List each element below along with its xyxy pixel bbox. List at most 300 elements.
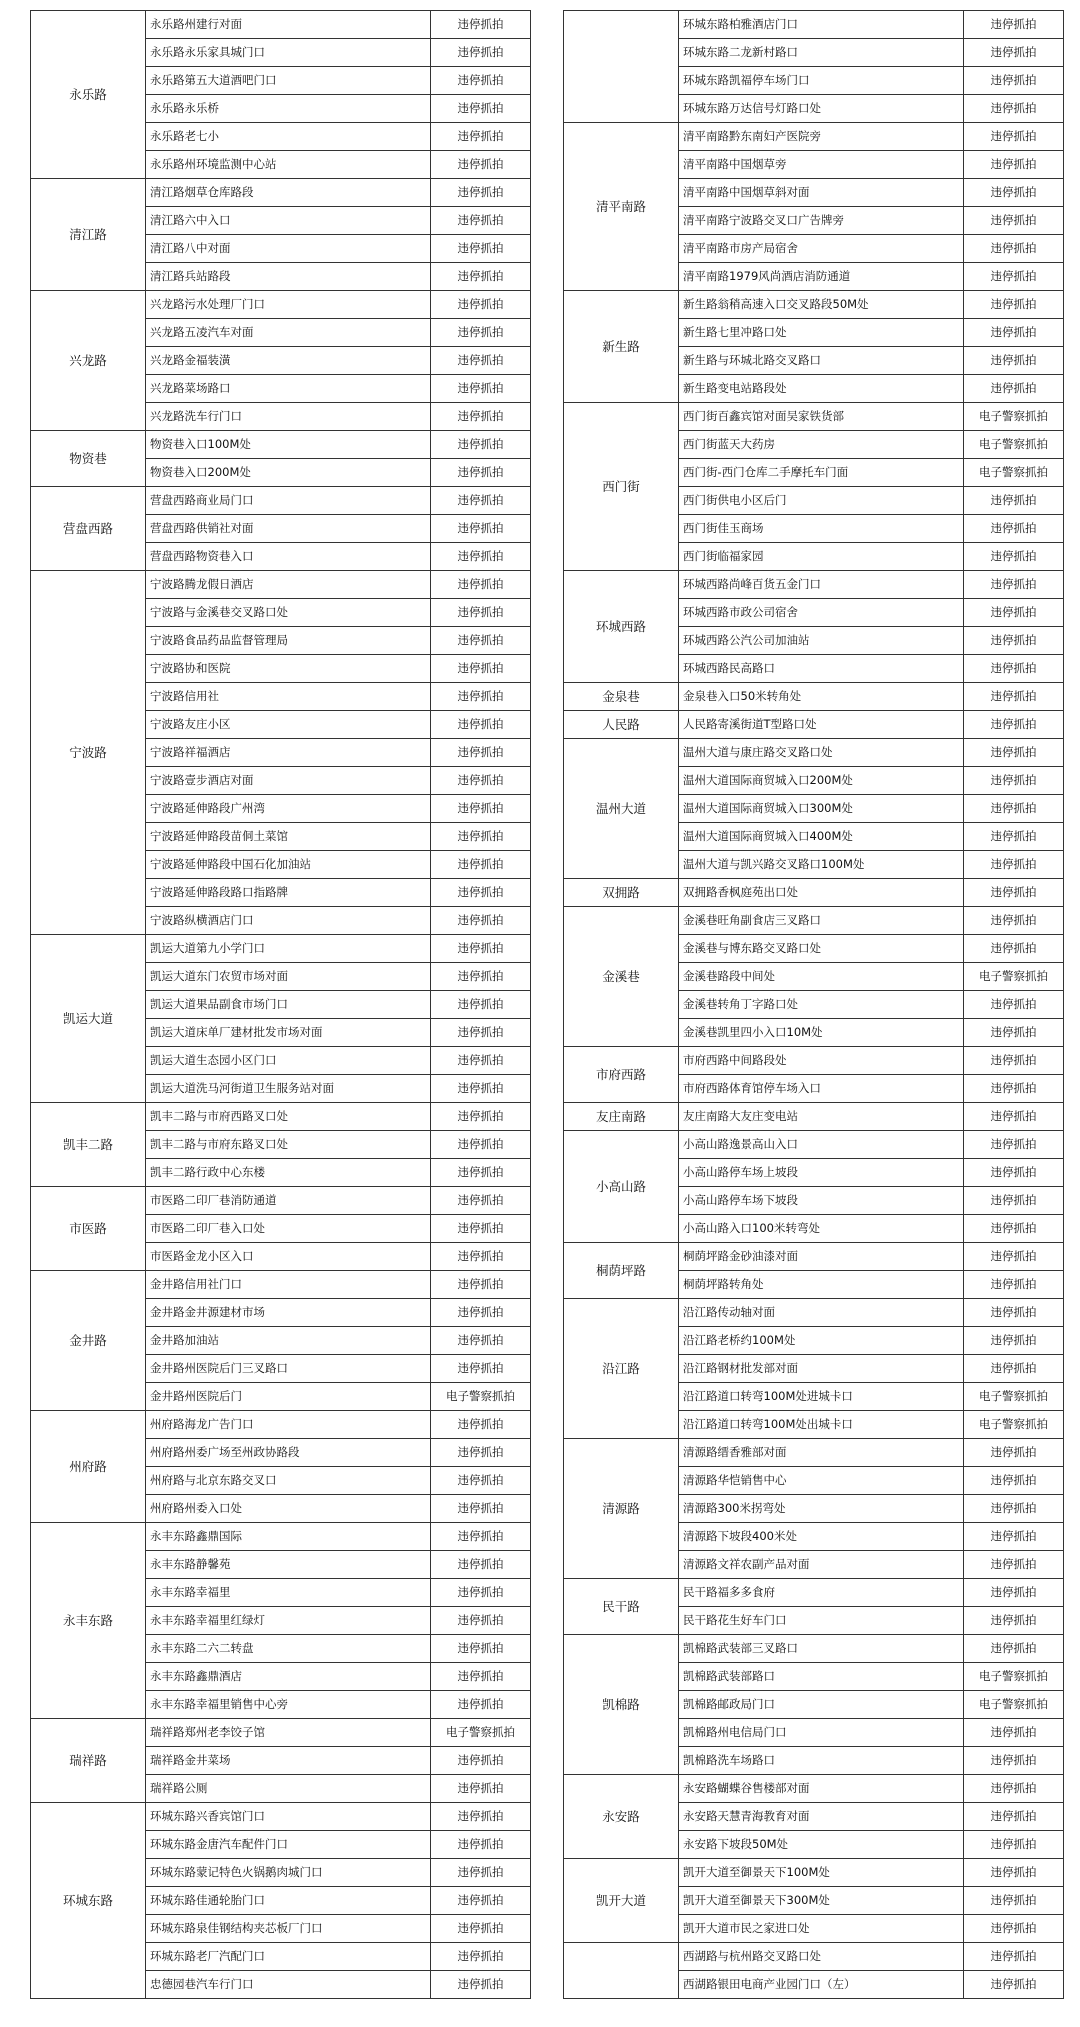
location-cell: 凯丰二路与市府西路叉口处: [146, 1103, 431, 1131]
location-cell: 清源路华恺销售中心: [679, 1467, 964, 1495]
location-cell: 新生路七里冲路口处: [679, 319, 964, 347]
road-name-cell: 市府西路: [564, 1047, 679, 1103]
location-cell: 凯运大道床单厂建材批发市场对面: [146, 1019, 431, 1047]
road-name-cell: 友庄南路: [564, 1103, 679, 1131]
location-cell: 宁波路信用社: [146, 683, 431, 711]
road-name-cell: 西门街: [564, 403, 679, 571]
enforcement-type-cell: 违停抓拍: [964, 907, 1064, 935]
enforcement-type-cell: 违停抓拍: [431, 123, 531, 151]
enforcement-type-cell: 违停抓拍: [964, 1159, 1064, 1187]
enforcement-type-cell: 违停抓拍: [431, 1131, 531, 1159]
table-row: [564, 1579, 1064, 1607]
road-name-cell: [564, 11, 679, 123]
enforcement-type-cell: 违停抓拍: [431, 1663, 531, 1691]
enforcement-type-cell: 违停抓拍: [964, 991, 1064, 1019]
location-cell: 宁波路延伸路段中国石化加油站: [146, 851, 431, 879]
enforcement-type-cell: 违停抓拍: [431, 1691, 531, 1719]
enforcement-type-cell: 违停抓拍: [431, 291, 531, 319]
table-row: [564, 403, 1064, 431]
table-row: [564, 1775, 1064, 1803]
enforcement-type-cell: 违停抓拍: [431, 1271, 531, 1299]
location-cell: 友庄南路大友庄变电站: [679, 1103, 964, 1131]
location-cell: 营盘西路物资巷入口: [146, 543, 431, 571]
road-name-cell: 凯开大道: [564, 1859, 679, 1943]
enforcement-type-cell: 违停抓拍: [964, 1327, 1064, 1355]
table-row: [564, 1439, 1064, 1467]
table-row: [31, 291, 531, 319]
table-row: [31, 179, 531, 207]
table-row: [564, 123, 1064, 151]
enforcement-type-cell: 违停抓拍: [964, 67, 1064, 95]
enforcement-type-cell: 电子警察抓拍: [964, 403, 1064, 431]
road-name-cell: 兴龙路: [31, 291, 146, 431]
road-name-cell: 桐荫坪路: [564, 1243, 679, 1299]
table-row: [564, 1047, 1064, 1075]
location-cell: 环城西路公汽公司加油站: [679, 627, 964, 655]
location-cell: 温州大道国际商贸城入口400M处: [679, 823, 964, 851]
enforcement-type-cell: 违停抓拍: [964, 1747, 1064, 1775]
location-cell: 环城东路柏雅酒店门口: [679, 11, 964, 39]
location-cell: 温州大道与凯兴路交叉路口100M处: [679, 851, 964, 879]
enforcement-type-cell: 违停抓拍: [964, 1719, 1064, 1747]
location-cell: 凯运大道东门农贸市场对面: [146, 963, 431, 991]
enforcement-type-cell: 违停抓拍: [964, 39, 1064, 67]
table-row: [564, 907, 1064, 935]
table-row: [564, 291, 1064, 319]
location-cell: 市府西路体育馆停车场入口: [679, 1075, 964, 1103]
enforcement-type-cell: 违停抓拍: [964, 1607, 1064, 1635]
table-row: [564, 571, 1064, 599]
location-cell: 清平南路宁波路交叉口广告牌旁: [679, 207, 964, 235]
enforcement-type-cell: 违停抓拍: [431, 487, 531, 515]
enforcement-type-cell: 电子警察抓拍: [964, 459, 1064, 487]
enforcement-type-cell: 电子警察抓拍: [964, 431, 1064, 459]
table-row: [564, 739, 1064, 767]
enforcement-type-cell: 违停抓拍: [431, 879, 531, 907]
location-cell: 永乐路永乐家具城门口: [146, 39, 431, 67]
table-row: [31, 1271, 531, 1299]
enforcement-type-cell: 违停抓拍: [964, 571, 1064, 599]
enforcement-type-cell: 违停抓拍: [431, 1971, 531, 1999]
enforcement-type-cell: 违停抓拍: [431, 1607, 531, 1635]
table-row: [31, 1719, 531, 1747]
location-cell: 小高山路入口100米转弯处: [679, 1215, 964, 1243]
location-cell: 小高山路停车场上坡段: [679, 1159, 964, 1187]
location-cell: 清平南路中国烟草旁: [679, 151, 964, 179]
location-cell: 永乐路永乐桥: [146, 95, 431, 123]
enforcement-type-cell: 违停抓拍: [964, 1775, 1064, 1803]
table-row: [564, 1943, 1064, 1971]
enforcement-type-cell: 电子警察抓拍: [964, 1411, 1064, 1439]
location-cell: 营盘西路供销社对面: [146, 515, 431, 543]
road-name-cell: 清平南路: [564, 123, 679, 291]
enforcement-type-cell: 违停抓拍: [431, 711, 531, 739]
enforcement-type-cell: 违停抓拍: [431, 963, 531, 991]
road-name-cell: 人民路: [564, 711, 679, 739]
location-cell: 温州大道国际商贸城入口300M处: [679, 795, 964, 823]
enforcement-type-cell: 违停抓拍: [964, 543, 1064, 571]
enforcement-type-cell: 违停抓拍: [431, 1047, 531, 1075]
enforcement-type-cell: 违停抓拍: [431, 599, 531, 627]
location-cell: 永安路蝴蝶谷售楼部对面: [679, 1775, 964, 1803]
location-cell: 宁波路延伸路段苗侗土菜馆: [146, 823, 431, 851]
location-cell: 忠德园巷汽车行门口: [146, 1971, 431, 1999]
location-cell: 市医路金龙小区入口: [146, 1243, 431, 1271]
location-cell: 永乐路老七小: [146, 123, 431, 151]
enforcement-type-cell: 违停抓拍: [964, 851, 1064, 879]
enforcement-type-cell: 违停抓拍: [964, 879, 1064, 907]
location-cell: 沿江路道口转弯100M处出城卡口: [679, 1411, 964, 1439]
enforcement-type-cell: 违停抓拍: [431, 67, 531, 95]
table-row: [31, 1523, 531, 1551]
road-name-cell: 市医路: [31, 1187, 146, 1271]
road-name-cell: 物资巷: [31, 431, 146, 487]
road-name-cell: 营盘西路: [31, 487, 146, 571]
location-cell: 环城东路老厂汽配门口: [146, 1943, 431, 1971]
table-row: [564, 1103, 1064, 1131]
location-cell: 清源路缙香雅部对面: [679, 1439, 964, 1467]
enforcement-type-cell: 违停抓拍: [964, 1271, 1064, 1299]
location-cell: 永丰东路幸福里销售中心旁: [146, 1691, 431, 1719]
location-cell: 环城西路市政公司宿舍: [679, 599, 964, 627]
location-cell: 宁波路食品药品监督管理局: [146, 627, 431, 655]
enforcement-type-cell: 违停抓拍: [431, 207, 531, 235]
enforcement-type-cell: 违停抓拍: [431, 1439, 531, 1467]
road-name-cell: 瑞祥路: [31, 1719, 146, 1803]
enforcement-type-cell: 电子警察抓拍: [964, 1663, 1064, 1691]
road-name-cell: 凯运大道: [31, 935, 146, 1103]
table-row: [31, 935, 531, 963]
table-row: [564, 1859, 1064, 1887]
location-cell: 清源路文祥农副产品对面: [679, 1551, 964, 1579]
location-cell: 西门街佳玉商场: [679, 515, 964, 543]
enforcement-type-cell: 违停抓拍: [964, 1887, 1064, 1915]
left-table-body: [31, 11, 531, 1999]
location-cell: 环城西路尚峰百货五金门口: [679, 571, 964, 599]
enforcement-type-cell: 违停抓拍: [431, 1915, 531, 1943]
location-cell: 环城东路金唐汽车配件门口: [146, 1831, 431, 1859]
location-cell: 新生路与环城北路交叉路口: [679, 347, 964, 375]
location-cell: 凯开大道至御景天下100M处: [679, 1859, 964, 1887]
enforcement-type-cell: 违停抓拍: [431, 263, 531, 291]
location-cell: 新生路变电站路段处: [679, 375, 964, 403]
enforcement-type-cell: 电子警察抓拍: [431, 1383, 531, 1411]
enforcement-type-cell: 违停抓拍: [964, 1299, 1064, 1327]
enforcement-type-cell: 违停抓拍: [431, 11, 531, 39]
location-cell: 凯运大道生态园小区门口: [146, 1047, 431, 1075]
enforcement-type-cell: 违停抓拍: [964, 123, 1064, 151]
enforcement-type-cell: 违停抓拍: [431, 627, 531, 655]
enforcement-type-cell: 违停抓拍: [431, 1859, 531, 1887]
table-row: [564, 1635, 1064, 1663]
road-name-cell: 宁波路: [31, 571, 146, 935]
location-cell: 兴龙路五凌汽车对面: [146, 319, 431, 347]
enforcement-type-cell: 违停抓拍: [431, 1187, 531, 1215]
location-cell: 西门街供电小区后门: [679, 487, 964, 515]
enforcement-type-cell: 违停抓拍: [964, 795, 1064, 823]
location-cell: 环城东路凯福停车场门口: [679, 67, 964, 95]
enforcement-type-cell: 违停抓拍: [431, 1523, 531, 1551]
location-cell: 沿江路道口转弯100M处进城卡口: [679, 1383, 964, 1411]
location-cell: 清江路八中对面: [146, 235, 431, 263]
enforcement-type-cell: 违停抓拍: [964, 1915, 1064, 1943]
location-cell: 清江路兵站路段: [146, 263, 431, 291]
enforcement-type-cell: 违停抓拍: [964, 1019, 1064, 1047]
enforcement-type-cell: 违停抓拍: [964, 627, 1064, 655]
enforcement-type-cell: 电子警察抓拍: [431, 1719, 531, 1747]
table-row: [31, 431, 531, 459]
location-cell: 永乐路州建行对面: [146, 11, 431, 39]
enforcement-type-cell: 违停抓拍: [431, 179, 531, 207]
location-cell: 宁波路与金溪巷交叉路口处: [146, 599, 431, 627]
road-name-cell: 永丰东路: [31, 1523, 146, 1719]
enforcement-type-cell: 违停抓拍: [964, 599, 1064, 627]
location-cell: 清源路下坡段400米处: [679, 1523, 964, 1551]
location-cell: 金井路州医院后门三叉路口: [146, 1355, 431, 1383]
location-cell: 市医路二印厂巷入口处: [146, 1215, 431, 1243]
enforcement-type-cell: 违停抓拍: [431, 459, 531, 487]
road-name-cell: 小高山路: [564, 1131, 679, 1243]
table-row: [31, 571, 531, 599]
enforcement-type-cell: 违停抓拍: [431, 655, 531, 683]
enforcement-type-cell: 违停抓拍: [431, 1159, 531, 1187]
location-cell: 凯运大道第九小学门口: [146, 935, 431, 963]
table-row: [564, 1243, 1064, 1271]
enforcement-type-cell: 违停抓拍: [431, 1635, 531, 1663]
enforcement-type-cell: 违停抓拍: [964, 1243, 1064, 1271]
location-cell: 宁波路延伸路段广州湾: [146, 795, 431, 823]
location-cell: 宁波路壹步酒店对面: [146, 767, 431, 795]
enforcement-type-cell: 违停抓拍: [964, 1047, 1064, 1075]
location-cell: 民干路福多多食府: [679, 1579, 964, 1607]
enforcement-type-cell: 违停抓拍: [431, 907, 531, 935]
location-cell: 桐荫坪路转角处: [679, 1271, 964, 1299]
enforcement-type-cell: 违停抓拍: [431, 1075, 531, 1103]
location-cell: 永丰东路幸福里: [146, 1579, 431, 1607]
enforcement-type-cell: 违停抓拍: [431, 1299, 531, 1327]
location-cell: 永丰东路静馨苑: [146, 1551, 431, 1579]
enforcement-type-cell: 违停抓拍: [431, 1775, 531, 1803]
enforcement-type-cell: 违停抓拍: [431, 347, 531, 375]
enforcement-type-cell: 违停抓拍: [964, 655, 1064, 683]
location-cell: 环城东路二龙新村路口: [679, 39, 964, 67]
enforcement-type-cell: 违停抓拍: [964, 739, 1064, 767]
enforcement-type-cell: 违停抓拍: [964, 95, 1064, 123]
enforcement-type-cell: 违停抓拍: [431, 1943, 531, 1971]
enforcement-type-cell: 违停抓拍: [431, 1579, 531, 1607]
enforcement-type-cell: 违停抓拍: [431, 1887, 531, 1915]
enforcement-type-cell: 违停抓拍: [431, 1215, 531, 1243]
enforcement-type-cell: 违停抓拍: [431, 39, 531, 67]
enforcement-type-cell: 违停抓拍: [964, 935, 1064, 963]
enforcement-type-cell: 违停抓拍: [431, 1355, 531, 1383]
enforcement-type-cell: 违停抓拍: [964, 1131, 1064, 1159]
enforcement-type-cell: 违停抓拍: [964, 1803, 1064, 1831]
location-cell: 双拥路香枫庭苑出口处: [679, 879, 964, 907]
right-enforcement-table: [563, 10, 1064, 1999]
enforcement-type-cell: 违停抓拍: [964, 375, 1064, 403]
location-cell: 凯棉路邮政局门口: [679, 1691, 964, 1719]
enforcement-type-cell: 违停抓拍: [964, 11, 1064, 39]
location-cell: 州府路州委广场至州政协路段: [146, 1439, 431, 1467]
road-name-cell: 金泉巷: [564, 683, 679, 711]
enforcement-type-cell: 违停抓拍: [964, 1859, 1064, 1887]
location-cell: 凯棉路州电信局门口: [679, 1719, 964, 1747]
table-row: [31, 1187, 531, 1215]
enforcement-type-cell: 违停抓拍: [964, 487, 1064, 515]
road-name-cell: 州府路: [31, 1411, 146, 1523]
enforcement-type-cell: 违停抓拍: [964, 1467, 1064, 1495]
enforcement-type-cell: 违停抓拍: [964, 1495, 1064, 1523]
enforcement-type-cell: 违停抓拍: [964, 151, 1064, 179]
location-cell: 州府路州委入口处: [146, 1495, 431, 1523]
location-cell: 环城东路佳通轮胎门口: [146, 1887, 431, 1915]
enforcement-type-cell: 违停抓拍: [964, 515, 1064, 543]
location-cell: 永安路天慧青海教育对面: [679, 1803, 964, 1831]
location-cell: 凯开大道市民之家进口处: [679, 1915, 964, 1943]
enforcement-type-cell: 违停抓拍: [964, 1551, 1064, 1579]
location-cell: 凯丰二路与市府东路叉口处: [146, 1131, 431, 1159]
enforcement-type-cell: 违停抓拍: [431, 571, 531, 599]
location-cell: 金溪巷路段中间处: [679, 963, 964, 991]
location-cell: 清江路烟草仓库路段: [146, 179, 431, 207]
enforcement-type-cell: 违停抓拍: [431, 431, 531, 459]
enforcement-type-cell: 违停抓拍: [431, 1243, 531, 1271]
road-name-cell: 凯丰二路: [31, 1103, 146, 1187]
location-cell: 瑞祥路金井菜场: [146, 1747, 431, 1775]
enforcement-type-cell: 违停抓拍: [431, 795, 531, 823]
location-cell: 清源路300米拐弯处: [679, 1495, 964, 1523]
enforcement-type-cell: 违停抓拍: [431, 739, 531, 767]
location-cell: 凯棉路武装部路口: [679, 1663, 964, 1691]
location-cell: 永乐路第五大道酒吧门口: [146, 67, 431, 95]
road-name-cell: [564, 1943, 679, 1999]
location-cell: 西湖路与杭州路交叉路口处: [679, 1943, 964, 1971]
table-row: [564, 683, 1064, 711]
location-cell: 环城西路民高路口: [679, 655, 964, 683]
road-name-cell: 沿江路: [564, 1299, 679, 1439]
enforcement-type-cell: 违停抓拍: [964, 1943, 1064, 1971]
enforcement-type-cell: 违停抓拍: [431, 95, 531, 123]
enforcement-type-cell: 违停抓拍: [964, 1103, 1064, 1131]
enforcement-type-cell: 违停抓拍: [964, 1831, 1064, 1859]
location-cell: 西湖路银田电商产业园门口（左）: [679, 1971, 964, 1999]
enforcement-type-cell: 违停抓拍: [964, 1579, 1064, 1607]
location-cell: 营盘西路商业局门口: [146, 487, 431, 515]
enforcement-type-cell: 违停抓拍: [431, 151, 531, 179]
enforcement-type-cell: 违停抓拍: [431, 767, 531, 795]
location-cell: 金溪巷与博东路交叉路口处: [679, 935, 964, 963]
location-cell: 西门街-西门仓库二手摩托车门面: [679, 459, 964, 487]
location-cell: 永丰东路二六二转盘: [146, 1635, 431, 1663]
enforcement-type-cell: 违停抓拍: [964, 1523, 1064, 1551]
table-row: [564, 1299, 1064, 1327]
enforcement-type-cell: 违停抓拍: [964, 1971, 1064, 1999]
enforcement-type-cell: 违停抓拍: [431, 543, 531, 571]
location-cell: 永丰东路鑫鼎国际: [146, 1523, 431, 1551]
location-cell: 清平南路中国烟草斜对面: [679, 179, 964, 207]
enforcement-type-cell: 违停抓拍: [964, 1075, 1064, 1103]
location-cell: 州府路与北京东路交叉口: [146, 1467, 431, 1495]
enforcement-type-cell: 违停抓拍: [431, 235, 531, 263]
location-cell: 宁波路协和医院: [146, 655, 431, 683]
location-cell: 清平南路黔东南妇产医院旁: [679, 123, 964, 151]
location-cell: 温州大道国际商贸城入口200M处: [679, 767, 964, 795]
road-name-cell: 金井路: [31, 1271, 146, 1411]
enforcement-type-cell: 违停抓拍: [964, 235, 1064, 263]
road-name-cell: 永乐路: [31, 11, 146, 179]
enforcement-type-cell: 违停抓拍: [431, 1467, 531, 1495]
location-cell: 凯丰二路行政中心东楼: [146, 1159, 431, 1187]
location-cell: 清江路六中入口: [146, 207, 431, 235]
road-name-cell: 清源路: [564, 1439, 679, 1579]
location-cell: 兴龙路污水处理厂门口: [146, 291, 431, 319]
location-cell: 凯棉路武装部三叉路口: [679, 1635, 964, 1663]
enforcement-type-cell: 电子警察抓拍: [964, 1691, 1064, 1719]
location-cell: 金井路加油站: [146, 1327, 431, 1355]
road-name-cell: 凯棉路: [564, 1635, 679, 1775]
location-cell: 金泉巷入口50米转角处: [679, 683, 964, 711]
location-cell: 环城东路万达信号灯路口处: [679, 95, 964, 123]
location-cell: 沿江路钢材批发部对面: [679, 1355, 964, 1383]
location-cell: 凯运大道洗马河街道卫生服务站对面: [146, 1075, 431, 1103]
enforcement-type-cell: 违停抓拍: [431, 319, 531, 347]
location-cell: 西门街蓝天大药房: [679, 431, 964, 459]
location-cell: 宁波路纵横酒店门口: [146, 907, 431, 935]
location-cell: 物资巷入口200M处: [146, 459, 431, 487]
table-row: [31, 1411, 531, 1439]
right-table-body: [564, 11, 1064, 1999]
road-name-cell: 民干路: [564, 1579, 679, 1635]
enforcement-type-cell: 违停抓拍: [964, 1635, 1064, 1663]
location-cell: 民干路花生好车门口: [679, 1607, 964, 1635]
enforcement-type-cell: 违停抓拍: [431, 375, 531, 403]
location-cell: 永丰东路幸福里红绿灯: [146, 1607, 431, 1635]
location-cell: 金溪巷旺角副食店三叉路口: [679, 907, 964, 935]
location-cell: 清平南路1979风尚酒店消防通道: [679, 263, 964, 291]
enforcement-type-cell: 违停抓拍: [431, 1803, 531, 1831]
enforcement-type-cell: 违停抓拍: [431, 1831, 531, 1859]
road-name-cell: 永安路: [564, 1775, 679, 1859]
table-row: [564, 1131, 1064, 1159]
location-cell: 环城东路泉佳钢结构夹芯板厂门口: [146, 1915, 431, 1943]
location-cell: 永丰东路鑫鼎酒店: [146, 1663, 431, 1691]
location-cell: 州府路海龙广告门口: [146, 1411, 431, 1439]
location-cell: 凯棉路洗车场路口: [679, 1747, 964, 1775]
location-cell: 新生路翁稍高速入口交叉路段50M处: [679, 291, 964, 319]
enforcement-type-cell: 违停抓拍: [431, 403, 531, 431]
left-enforcement-table: [30, 10, 531, 1999]
enforcement-type-cell: 违停抓拍: [964, 347, 1064, 375]
location-cell: 温州大道与康庄路交叉路口处: [679, 739, 964, 767]
location-cell: 清平南路市房产局宿舍: [679, 235, 964, 263]
location-cell: 小高山路停车场下坡段: [679, 1187, 964, 1215]
enforcement-type-cell: 违停抓拍: [431, 935, 531, 963]
enforcement-type-cell: 违停抓拍: [431, 515, 531, 543]
road-name-cell: 环城东路: [31, 1803, 146, 1999]
location-cell: 宁波路祥福酒店: [146, 739, 431, 767]
enforcement-type-cell: 违停抓拍: [431, 1103, 531, 1131]
enforcement-type-cell: 违停抓拍: [964, 207, 1064, 235]
table-row: [31, 487, 531, 515]
location-cell: 凯开大道至御景天下300M处: [679, 1887, 964, 1915]
location-cell: 金井路金井源建材市场: [146, 1299, 431, 1327]
enforcement-type-cell: 违停抓拍: [964, 179, 1064, 207]
location-cell: 物资巷入口100M处: [146, 431, 431, 459]
enforcement-type-cell: 违停抓拍: [431, 991, 531, 1019]
table-row: [564, 711, 1064, 739]
road-name-cell: 新生路: [564, 291, 679, 403]
